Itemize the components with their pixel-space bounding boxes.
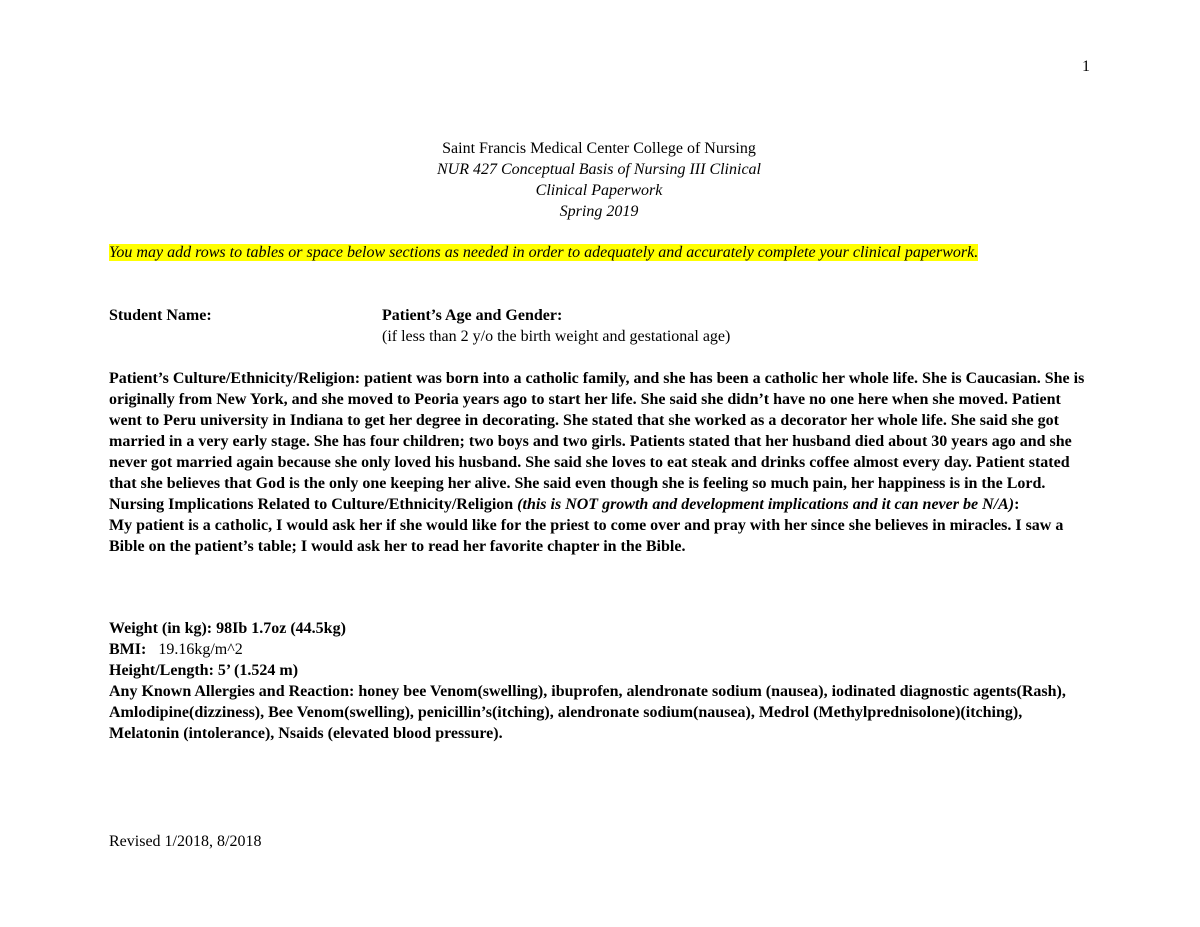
- notice: [109, 242, 1094, 263]
- student-name-label: Student Name:: [109, 307, 212, 324]
- age-gender-label: Patient’s Age and Gender:: [382, 307, 563, 324]
- notice-highlight: You may add rows to tables or space below sections as needed in order to adequately and accurately complete your clinical paperwork.: [109, 244, 979, 261]
- institution-title: Saint Francis Medical Center College of Nursing: [442, 140, 756, 157]
- bmi-row: [109, 639, 1094, 660]
- revision-footer: Revised 1/2018, 8/2018: [109, 833, 262, 850]
- bmi-label: BMI:: [109, 641, 147, 658]
- allergies-label: Any Known Allergies and Reaction:: [109, 683, 359, 700]
- document-type: Clinical Paperwork: [535, 182, 663, 199]
- culture-text: patient was born into a catholic family, and she has been a catholic her whole life. She is Caucasian. She is originally from New York, and she moved to Peoria years ago to start her life. She said she didn’t have no one here when she moved. Patient went to Peru university in Indiana to get her degree in decorating. She stated that she worked as a decorator her whole life. She said she got married in a very early stage. She has four children; two boys and two girls. Patients stated that her husband died about 30 years ago and she never got married again because she only loved his husband. She said she loves to eat steak and drinks coffee almost every day. Patient stated that she believes that God is the only one keeping her alive. She said even though she is feeling so much pain, her happiness is in the Lord.: [109, 370, 1085, 492]
- allergies-text: honey bee Venom(swelling), ibuprofen, alendronate sodium (nausea), iodinated diagnostic agents(Rash), Amlodipine(dizziness), Bee Venom(swelling), penicillin’s(itching), alendronate sodium(nausea), Medrol (Methylprednisolone)(itching), Melatonin (intolerance), Nsaids (elevated blood pressure).: [109, 683, 1066, 742]
- implications-heading: [109, 494, 1094, 515]
- page-number: 1: [1082, 58, 1090, 75]
- height: Height/Length: 5’ (1.524 m): [109, 662, 299, 679]
- age-gender-section: [382, 305, 1082, 347]
- vitals-section: [109, 618, 1094, 744]
- weight: Weight (in kg): 98Ib 1.7oz (44.5kg): [109, 620, 346, 637]
- bmi-value: 19.16kg/m^2: [146, 641, 243, 658]
- document-header: [0, 138, 1198, 222]
- allergies-row: [109, 681, 1094, 744]
- term: Spring 2019: [559, 203, 639, 220]
- implications-label: Nursing Implications Related to Culture/Ethnicity/Religion: [109, 496, 518, 513]
- culture-label: Patient’s Culture/Ethnicity/Religion:: [109, 370, 361, 387]
- implications-text: My patient is a catholic, I would ask her if she would like for the priest to come over and pray with her since she believes in miracles. I saw a Bible on the patient’s table; I would ask her to read her favorite chapter in the Bible.: [109, 517, 1064, 555]
- culture-paragraph: [109, 368, 1094, 494]
- implications-hint: (this is NOT growth and development implications and it can never be N/A): [517, 496, 1015, 513]
- course-title: NUR 427 Conceptual Basis of Nursing III Clinical: [437, 161, 761, 178]
- culture-section: [109, 368, 1094, 557]
- implications-colon: :: [1014, 496, 1020, 513]
- age-gender-note: (if less than 2 y/o the birth weight and gestational age): [382, 328, 731, 345]
